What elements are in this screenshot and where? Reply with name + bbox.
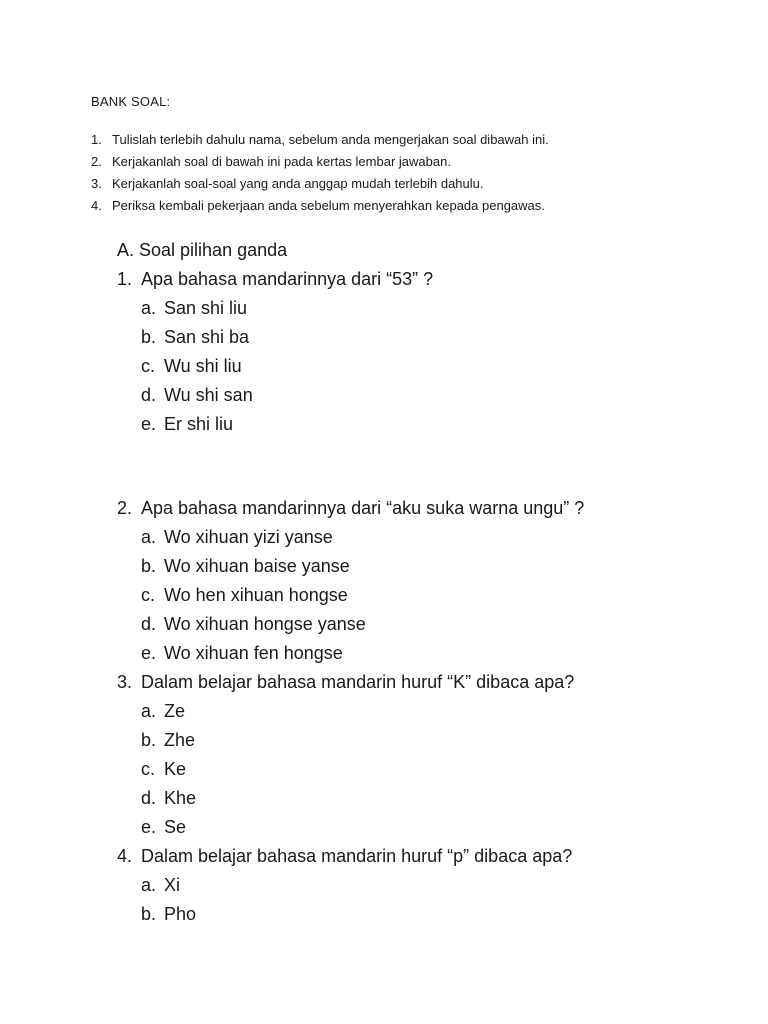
option-label: a.: [141, 701, 157, 721]
option-item: [141, 523, 584, 552]
instruction-number: 2.: [91, 154, 102, 169]
option-item: [141, 294, 433, 323]
option-item: [141, 352, 433, 381]
option-text: Ke: [164, 759, 187, 779]
instruction-item: [91, 173, 549, 195]
option-item: [141, 726, 574, 755]
option-text: Wo xihuan fen hongse: [164, 643, 343, 663]
instruction-text: Tulislah terlebih dahulu nama, sebelum anda mengerjakan soal dibawah ini.: [112, 132, 549, 147]
option-label: e.: [141, 414, 157, 434]
question-prompt: Apa bahasa mandarinnya dari “aku suka warna ungu” ?: [141, 498, 585, 518]
option-label: d.: [141, 385, 157, 405]
option-item: [141, 552, 584, 581]
instruction-number: 3.: [91, 176, 102, 191]
instruction-item: [91, 195, 549, 217]
option-label: e.: [141, 643, 157, 663]
section-title: A. Soal pilihan ganda: [117, 240, 288, 260]
option-text: San shi liu: [164, 298, 248, 318]
instruction-text: Periksa kembali pekerjaan anda sebelum menyerahkan kepada pengawas.: [112, 198, 545, 213]
option-list: [117, 294, 433, 439]
option-item: [141, 871, 572, 900]
option-list: [117, 523, 584, 668]
document-header: BANK SOAL:: [91, 94, 171, 109]
question-text: [117, 668, 574, 697]
option-text: Er shi liu: [164, 414, 234, 434]
option-text: Ze: [164, 701, 186, 721]
option-item: [141, 900, 572, 929]
option-label: b.: [141, 556, 157, 576]
question-prompt: Dalam belajar bahasa mandarin huruf “p” dibaca apa?: [141, 846, 573, 866]
option-text: Wo xihuan hongse yanse: [164, 614, 366, 634]
option-label: b.: [141, 730, 157, 750]
option-text: Wu shi san: [164, 385, 253, 405]
question-4: [117, 842, 572, 929]
option-text: Wo hen xihuan hongse: [164, 585, 348, 605]
option-item: [141, 381, 433, 410]
question-number: 4.: [117, 846, 133, 866]
option-text: Pho: [164, 904, 197, 924]
instruction-item: [91, 151, 549, 173]
option-item: [141, 410, 433, 439]
option-item: [141, 697, 574, 726]
option-label: d.: [141, 788, 157, 808]
question-number: 2.: [117, 498, 133, 518]
option-text: Se: [164, 817, 187, 837]
option-text: Wu shi liu: [164, 356, 242, 376]
option-label: c.: [141, 759, 156, 779]
question-text: [117, 494, 584, 523]
instruction-list: [91, 129, 549, 217]
instruction-text: Kerjakanlah soal di bawah ini pada kertas lembar jawaban.: [112, 154, 451, 169]
option-item: [141, 581, 584, 610]
question-text: [117, 842, 572, 871]
option-item: [141, 610, 584, 639]
question-prompt: Dalam belajar bahasa mandarin huruf “K” dibaca apa?: [141, 672, 575, 692]
option-label: c.: [141, 585, 156, 605]
instruction-item: [91, 129, 549, 151]
option-text: Xi: [164, 875, 181, 895]
option-list: [117, 871, 572, 929]
question-prompt: Apa bahasa mandarinnya dari “53” ?: [141, 269, 434, 289]
option-label: d.: [141, 614, 157, 634]
option-list: [117, 697, 574, 842]
option-item: [141, 813, 574, 842]
instruction-number: 4.: [91, 198, 102, 213]
option-label: a.: [141, 527, 157, 547]
instruction-text: Kerjakanlah soal-soal yang anda anggap mudah terlebih dahulu.: [112, 176, 484, 191]
option-label: e.: [141, 817, 157, 837]
question-3: [117, 668, 574, 842]
question-1: [117, 265, 433, 439]
option-item: [141, 755, 574, 784]
option-text: Wo xihuan baise yanse: [164, 556, 350, 576]
option-item: [141, 784, 574, 813]
question-text: [117, 265, 433, 294]
instruction-number: 1.: [91, 132, 102, 147]
option-text: Wo xihuan yizi yanse: [164, 527, 333, 547]
option-item: [141, 639, 584, 668]
option-item: [141, 323, 433, 352]
option-label: b.: [141, 327, 157, 347]
question-number: 1.: [117, 269, 133, 289]
option-text: Khe: [164, 788, 197, 808]
option-text: San shi ba: [164, 327, 250, 347]
question-number: 3.: [117, 672, 133, 692]
option-label: a.: [141, 875, 157, 895]
option-text: Zhe: [164, 730, 196, 750]
option-label: b.: [141, 904, 157, 924]
option-label: a.: [141, 298, 157, 318]
option-label: c.: [141, 356, 156, 376]
question-2: [117, 494, 584, 668]
